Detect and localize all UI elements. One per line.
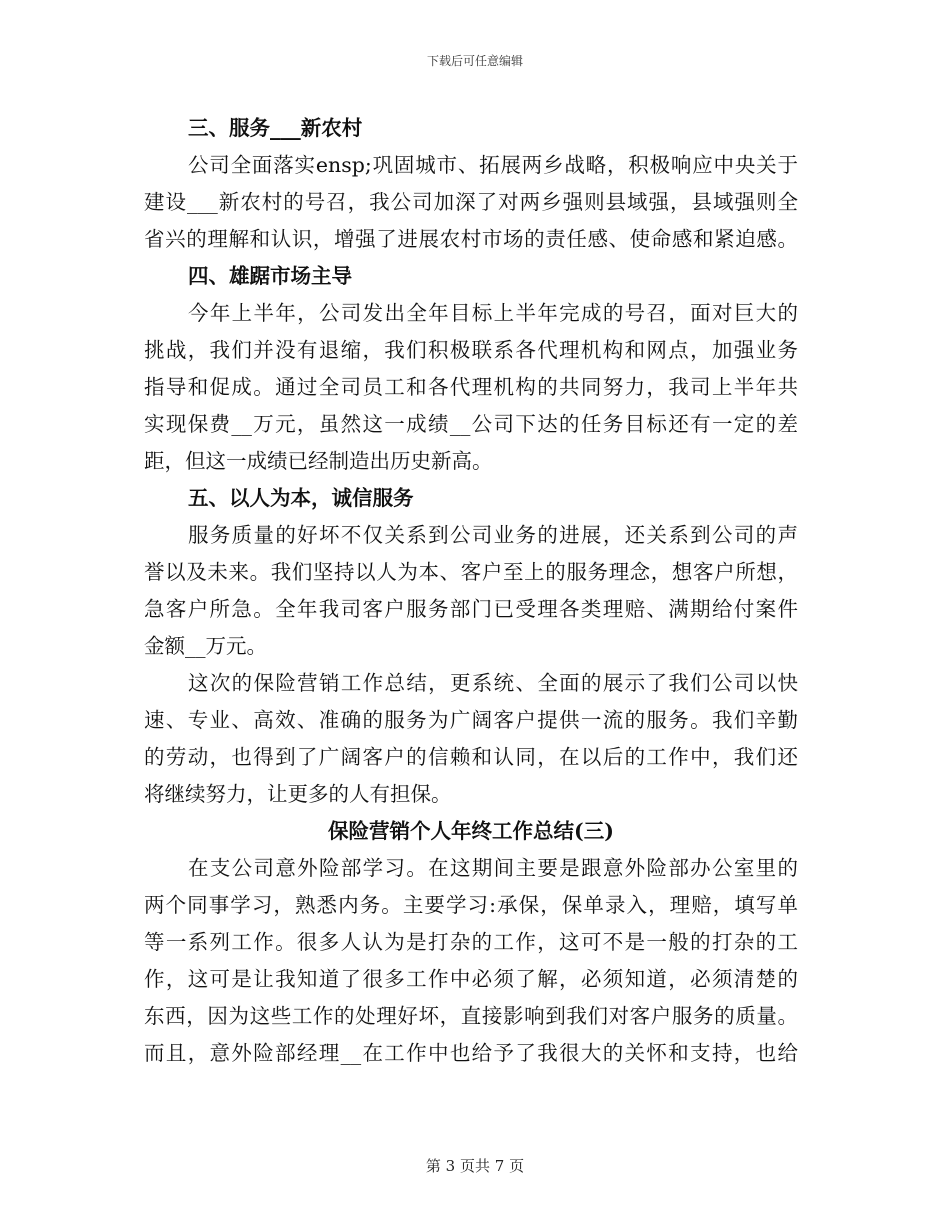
paragraph-line: 实现保费__万元，虽然这一成绩__公司下达的任务目标还有一定的差 <box>144 412 798 436</box>
paragraph-line: 誉以及未来。我们坚持以人为本、客户至上的服务理念，想客户所想， <box>144 560 798 584</box>
document-title: 保险营销个人年终工作总结(三) <box>328 819 614 843</box>
paragraph-line: 在支公司意外险部学习。在这期间主要是跟意外险部办公室里的 <box>188 856 798 880</box>
paragraph-line: 急客户所急。全年我司客户服务部门已受理各类理赔、满期给付案件 <box>144 597 798 621</box>
paragraph-line: 的劳动，也得到了广阔客户的信赖和认同，在以后的工作中，我们还 <box>144 745 798 769</box>
paragraph-line: 两个同事学习，熟悉内务。主要学习:承保，保单录入，理赔，填写单 <box>144 893 798 917</box>
paragraph-line: 今年上半年，公司发出全年目标上半年完成的号召，面对巨大的 <box>188 301 798 325</box>
paragraph-line: 作，这可是让我知道了很多工作中必须了解，必须知道，必须清楚的 <box>144 967 798 991</box>
section-heading: 三、服务___新农村 <box>188 116 363 140</box>
paragraph-line: 公司全面落实ensp;巩固城市、拓展两乡战略，积极响应中央关于 <box>188 153 798 177</box>
paragraph-line: 而且，意外险部经理__在工作中也给予了我很大的关怀和支持，也给 <box>144 1041 798 1065</box>
section-heading: 五、以人为本，诚信服务 <box>188 486 414 510</box>
paragraph-line: 指导和促成。通过全司员工和各代理机构的共同努力，我司上半年共 <box>144 375 798 399</box>
page-footer: 第 3 页共 7 页 <box>425 1157 525 1175</box>
document-body <box>144 110 798 1072</box>
paragraph-line: 将继续努力，让更多的人有担保。 <box>144 782 452 806</box>
paragraph-line: 等一系列工作。很多人认为是打杂的工作，这可不是一般的打杂的工 <box>144 930 798 954</box>
paragraph-line: 服务质量的好坏不仅关系到公司业务的进展，还关系到公司的声 <box>188 523 798 547</box>
paragraph-line: 这次的保险营销工作总结，更系统、全面的展示了我们公司以快 <box>188 671 798 695</box>
paragraph-line: 距，但这一成绩已经制造出历史新高。 <box>144 449 493 473</box>
paragraph-line: 建设___新农村的号召，我公司加深了对两乡强则县域强，县域强则全 <box>144 190 798 214</box>
page-header: 下载后可任意编辑 <box>426 54 523 68</box>
paragraph-line: 挑战，我们并没有退缩，我们积极联系各代理机构和网点，加强业务 <box>144 338 798 362</box>
paragraph-line: 金额__万元。 <box>144 634 267 658</box>
paragraph-line: 省兴的理解和认识，增强了进展农村市场的责任感、使命感和紧迫感。 <box>144 227 798 251</box>
paragraph-line: 东西，因为这些工作的处理好坏，直接影响到我们对客户服务的质量。 <box>144 1004 798 1028</box>
section-heading: 四、雄踞市场主导 <box>188 264 352 288</box>
paragraph-line: 速、专业、高效、准确的服务为广阔客户提供一流的服务。我们辛勤 <box>144 708 798 732</box>
